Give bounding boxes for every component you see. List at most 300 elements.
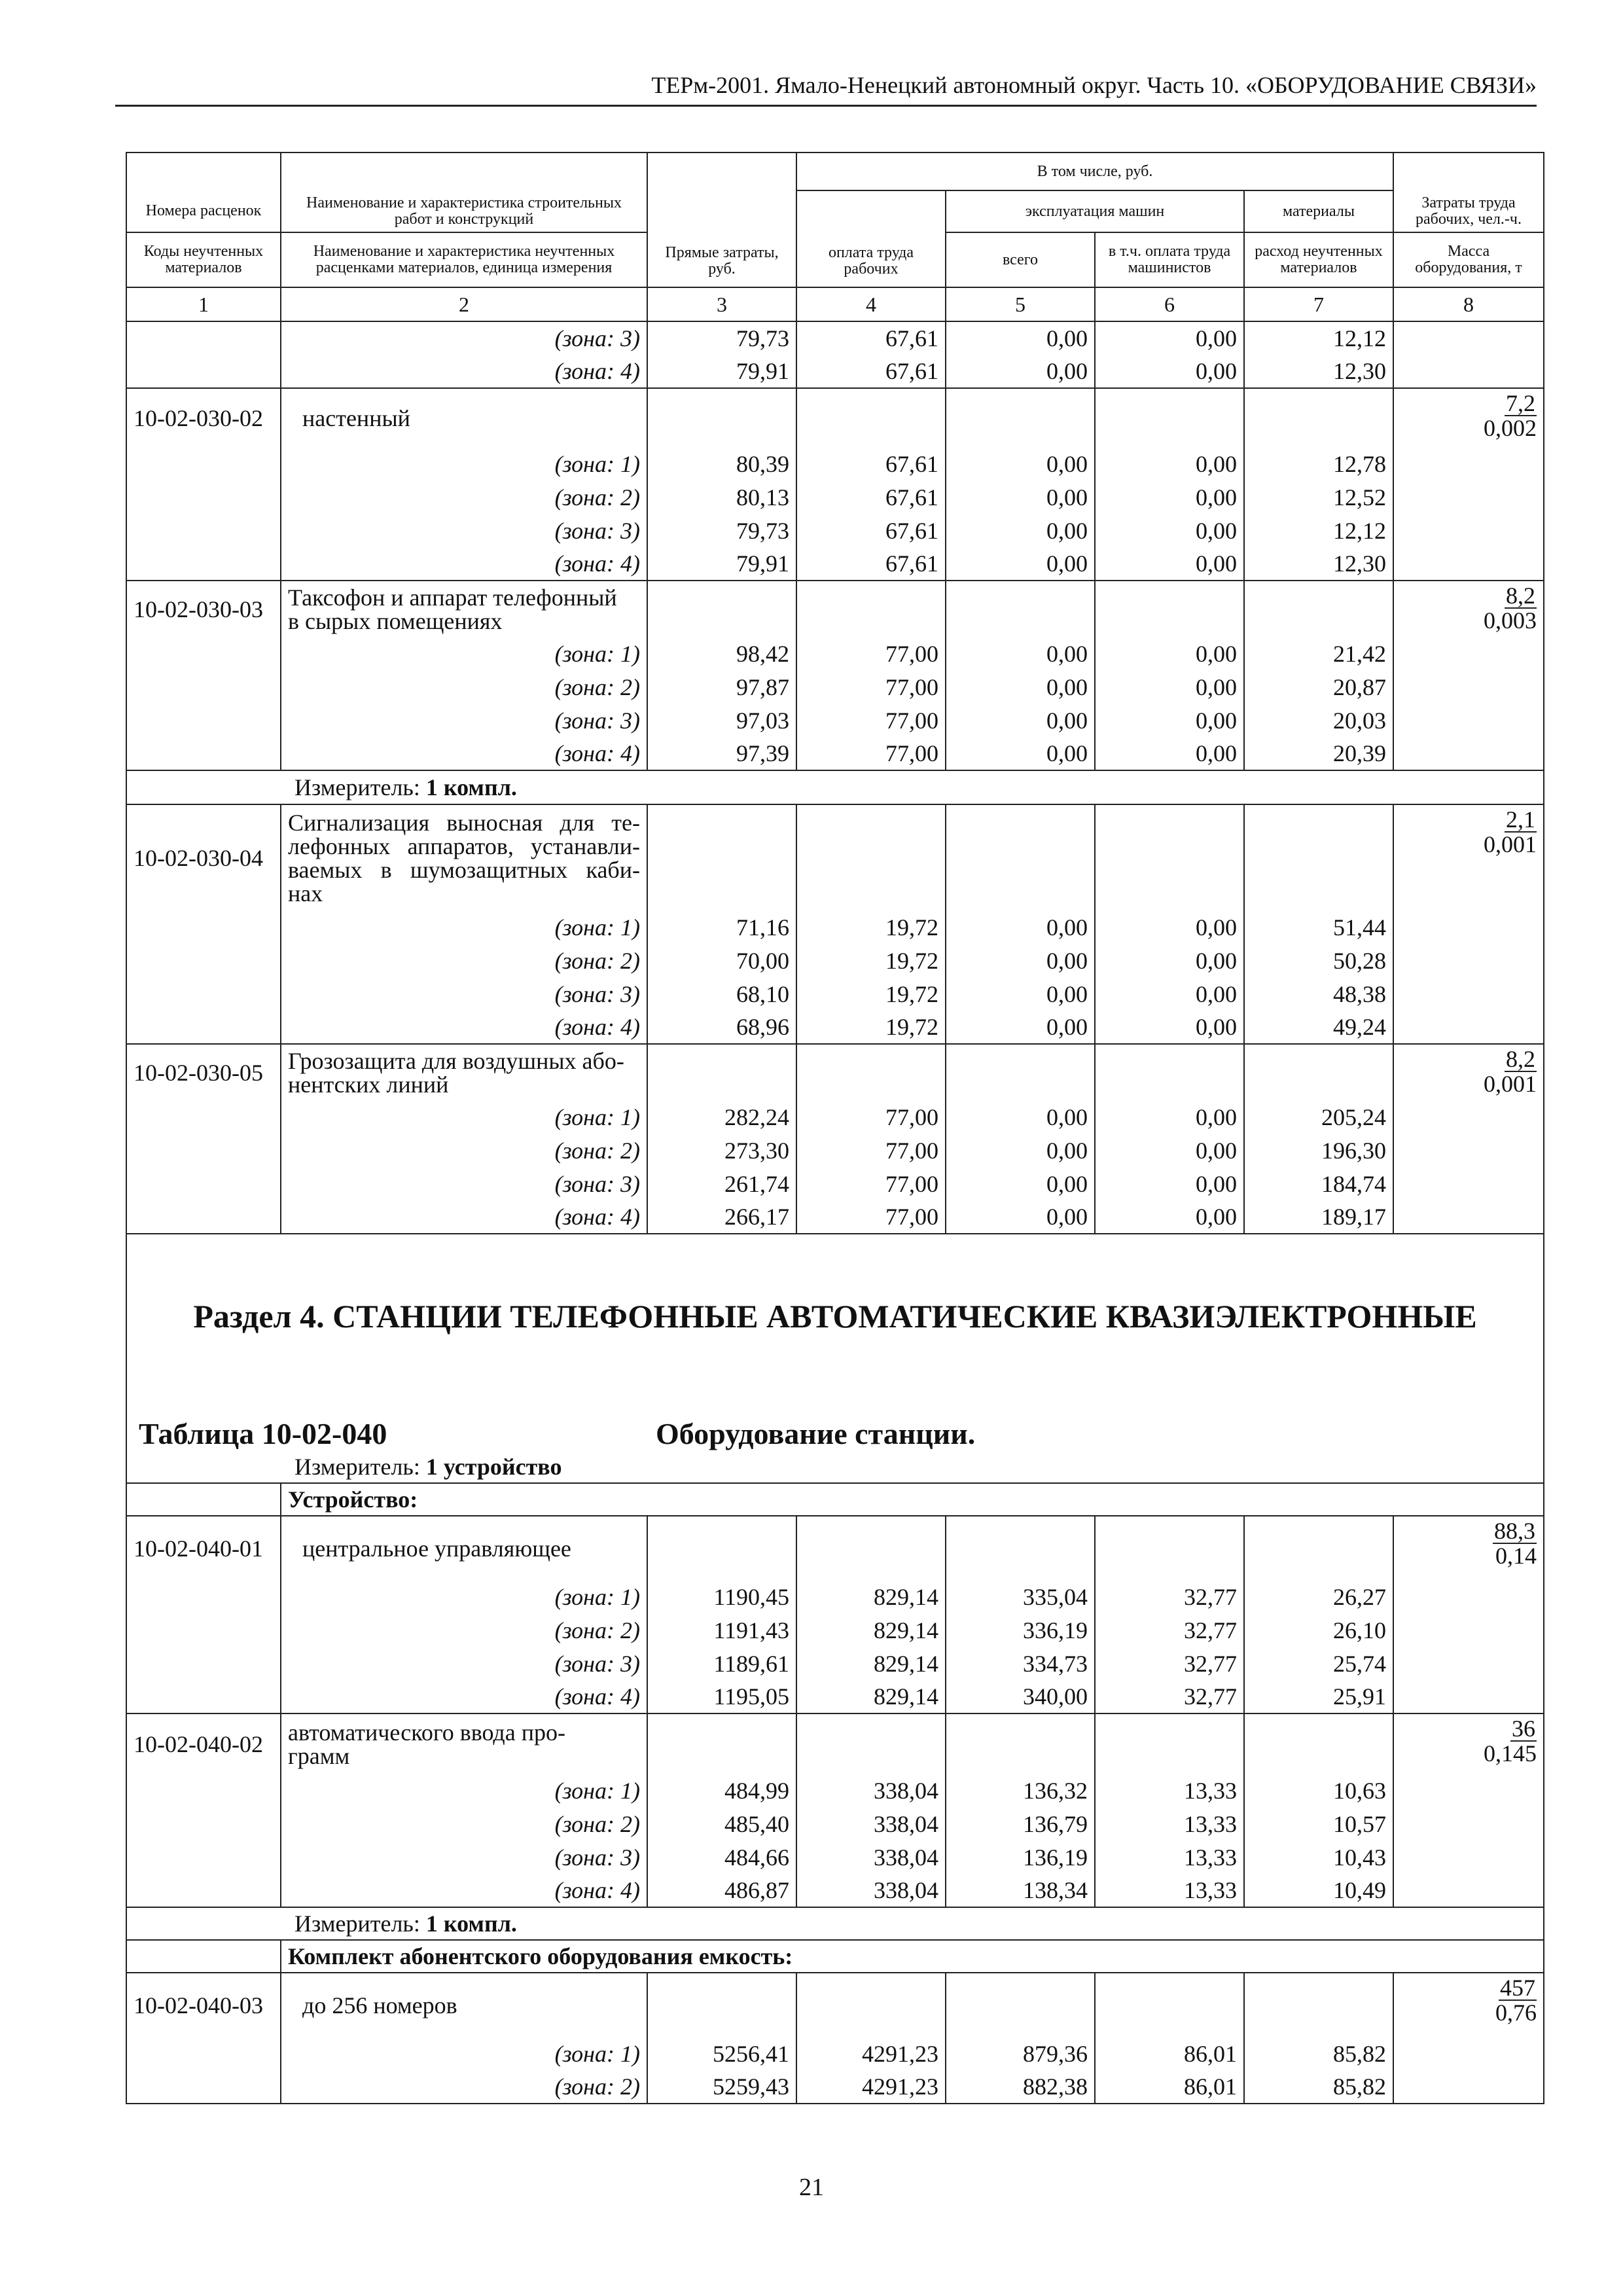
value-cell: 20,39 [1244,737,1393,770]
value-cell: 10,43 [1244,1840,1393,1874]
empty-cell [126,514,281,547]
meter-value: 1 компл. [425,1910,517,1937]
value-cell: 12,12 [1244,514,1393,547]
value-cell: 70,00 [647,944,796,977]
empty-cell [126,480,281,514]
value-cell: 86,01 [1095,2037,1244,2070]
zone-label: (зона: 4) [281,1874,647,1907]
value-cell: 0,00 [946,547,1095,581]
value-cell: 12,30 [1244,355,1393,388]
value-cell: 50,28 [1244,944,1393,977]
empty-cell [1095,804,1244,910]
value-cell: 0,00 [1095,547,1244,581]
zone-label: (зона: 1) [281,447,647,480]
empty-cell [1244,1516,1393,1580]
section-block [126,1234,1544,1483]
rate-row [126,1973,1544,2037]
empty-cell [1393,2037,1544,2070]
subhead-row [126,1483,1544,1516]
value-cell: 136,79 [946,1807,1095,1840]
value-cell: 196,30 [1244,1134,1393,1167]
zone-label: (зона: 3) [281,704,647,737]
zone-label: (зона: 3) [281,514,647,547]
empty-cell [1244,388,1393,447]
value-cell: 77,00 [796,737,946,770]
value-cell: 0,00 [1095,514,1244,547]
value-cell: 0,00 [1095,737,1244,770]
zone-row [126,1680,1544,1713]
rate-name-text: до 256 номеров [302,1992,457,2018]
rate-row [126,1713,1544,1774]
value-cell: 879,36 [946,2037,1095,2070]
labor-mass-fraction [1393,1044,1544,1100]
zone-row [126,1167,1544,1200]
empty-cell [1095,1973,1244,2037]
equipment-mass: 0,76 [1495,2000,1537,2026]
value-cell: 19,72 [796,910,946,944]
value-cell: 0,00 [1095,670,1244,704]
empty-cell [126,1134,281,1167]
rate-name [281,1044,647,1100]
empty-cell [1095,1713,1244,1774]
empty-cell [126,1483,281,1516]
header-row-1 [126,152,1544,190]
empty-cell [796,388,946,447]
empty-cell [1244,1713,1393,1774]
th-col8: Затраты труда рабочих, чел.-ч. [1393,190,1544,232]
value-cell: 19,72 [796,977,946,1011]
header-row-2 [126,190,1544,232]
value-cell: 261,74 [647,1167,796,1200]
value-cell: 71,16 [647,910,796,944]
value-cell: 0,00 [946,1100,1095,1134]
labor-mass-fraction [1393,1973,1544,2037]
value-cell: 68,10 [647,977,796,1011]
empty-cell [1393,704,1544,737]
labor-cost: 2,1 [1506,806,1535,833]
labor-cost: 8,2 [1506,583,1535,609]
value-cell: 67,61 [796,547,946,581]
value-cell: 13,33 [1095,1807,1244,1840]
empty-cell [1393,2070,1544,2104]
equipment-mass: 0,145 [1484,1740,1537,1767]
equipment-mass: 0,002 [1484,415,1537,441]
empty-cell [1393,1613,1544,1647]
empty-cell [946,804,1095,910]
value-cell: 136,32 [946,1774,1095,1807]
value-cell: 85,82 [1244,2070,1393,2104]
empty-cell [126,1011,281,1044]
equipment-mass: 0,14 [1495,1543,1537,1569]
zone-row [126,1100,1544,1134]
rate-row [126,1044,1544,1100]
value-cell: 67,61 [796,355,946,388]
zone-row [126,977,1544,1011]
th-col1: Номера расценок [126,190,281,232]
zone-label: (зона: 2) [281,1807,647,1840]
zone-label: (зона: 1) [281,1580,647,1613]
zone-row [126,910,1544,944]
zone-label: (зона: 1) [281,637,647,670]
value-cell: 51,44 [1244,910,1393,944]
empty-cell [126,977,281,1011]
value-cell: 0,00 [1095,447,1244,480]
rate-name-line: в сырых помещениях [288,607,503,634]
value-cell: 97,03 [647,704,796,737]
zone-row [126,547,1544,581]
rate-name [281,804,647,910]
value-cell: 0,00 [1095,704,1244,737]
zone-label: (зона: 4) [281,737,647,770]
running-header: ТЕРм-2001. Ямало-Ненецкий автономный округ. Часть 10. «ОБОРУДОВАНИЕ СВЯЗИ» [651,72,1537,98]
empty-cell [1393,1100,1544,1134]
empty-cell [1393,1011,1544,1044]
zone-label: (зона: 1) [281,1100,647,1134]
value-cell: 1189,61 [647,1647,796,1680]
col-number: 2 [281,287,647,321]
empty-cell [1393,1874,1544,1907]
value-cell: 98,42 [647,637,796,670]
value-cell: 32,77 [1095,1647,1244,1680]
equipment-mass: 0,001 [1484,1071,1537,1097]
empty-cell [1095,1044,1244,1100]
value-cell: 79,73 [647,321,796,355]
rate-name [281,581,647,637]
empty-cell [647,1713,796,1774]
value-cell: 829,14 [796,1647,946,1680]
value-cell: 85,82 [1244,2037,1393,2070]
empty-cell [126,447,281,480]
th-col4: оплата труда рабочих [796,190,946,287]
labor-mass-fraction [1393,1516,1544,1580]
value-cell: 77,00 [796,1100,946,1134]
value-cell: 32,77 [1095,1613,1244,1647]
value-cell: 79,91 [647,355,796,388]
value-cell: 13,33 [1095,1840,1244,1874]
th-machines: эксплуатация машин [946,190,1244,232]
meter-row [126,1907,1544,1940]
value-cell: 25,91 [1244,1680,1393,1713]
value-cell: 138,34 [946,1874,1095,1907]
empty-cell [126,321,281,355]
empty-cell [1393,1200,1544,1234]
value-cell: 4291,23 [796,2070,946,2104]
rate-name-line: ваемых в шумозащитных каби- [288,856,640,883]
empty-cell [1095,1516,1244,1580]
empty-cell [1393,1807,1544,1840]
zone-label: (зона: 2) [281,670,647,704]
zone-row [126,1840,1544,1874]
value-cell: 80,13 [647,480,796,514]
empty-cell [946,1044,1095,1100]
rate-code: 10-02-040-02 [126,1713,281,1774]
empty-cell [1393,670,1544,704]
meter-cell [126,770,1544,804]
zone-label: (зона: 1) [281,910,647,944]
th-col2: Наименование и характеристика строительных работ и конструкций [281,190,647,232]
empty-cell [126,1613,281,1647]
empty-cell [1393,1840,1544,1874]
value-cell: 67,61 [796,514,946,547]
col-number: 1 [126,287,281,321]
empty-cell [126,637,281,670]
empty-cell [796,1973,946,2037]
value-cell: 829,14 [796,1580,946,1613]
value-cell: 20,03 [1244,704,1393,737]
empty-cell [126,1874,281,1907]
value-cell: 26,27 [1244,1580,1393,1613]
value-cell: 5259,43 [647,2070,796,2104]
zone-label: (зона: 2) [281,1134,647,1167]
table-name: Оборудование станции. [656,1417,976,1450]
value-cell: 20,87 [1244,670,1393,704]
col-number: 5 [946,287,1095,321]
value-cell: 67,61 [796,480,946,514]
value-cell: 13,33 [1095,1874,1244,1907]
empty-cell [1393,1680,1544,1713]
subhead-text: Комплект абонентского оборудования емкость: [288,1943,793,1969]
value-cell: 340,00 [946,1680,1095,1713]
value-cell: 0,00 [946,321,1095,355]
empty-cell [126,1167,281,1200]
value-cell: 21,42 [1244,637,1393,670]
rate-name [281,1516,647,1580]
subhead-row [126,1940,1544,1973]
value-cell: 484,99 [647,1774,796,1807]
value-cell: 338,04 [796,1874,946,1907]
empty-cell [1393,514,1544,547]
th-group: В том числе, руб. [796,152,1393,190]
empty-cell [126,910,281,944]
value-cell: 0,00 [946,514,1095,547]
empty-cell [1393,1134,1544,1167]
empty-cell [946,388,1095,447]
zone-row [126,2037,1544,2070]
labor-mass-fraction [1393,388,1544,447]
subhead [281,1940,1544,1973]
th-col1-top [126,152,281,190]
rate-code: 10-02-030-05 [126,1044,281,1100]
meter-label: Измеритель: [294,774,426,800]
empty-cell [1393,355,1544,388]
empty-cell [126,944,281,977]
rate-code: 10-02-030-04 [126,804,281,910]
meter-value: 1 компл. [425,774,517,800]
empty-cell [126,1840,281,1874]
rate-name-line: грамм [288,1742,350,1769]
value-cell: 184,74 [1244,1167,1393,1200]
empty-cell [1393,480,1544,514]
value-cell: 1195,05 [647,1680,796,1713]
zone-row [126,1200,1544,1234]
value-cell: 79,73 [647,514,796,547]
value-cell: 338,04 [796,1840,946,1874]
value-cell: 282,24 [647,1100,796,1134]
empty-cell [1244,804,1393,910]
zone-label: (зона: 4) [281,547,647,581]
empty-cell [1393,910,1544,944]
value-cell: 0,00 [1095,1100,1244,1134]
empty-cell [126,737,281,770]
th-col5: всего [946,232,1095,287]
zone-row [126,944,1544,977]
th-col8-bottom: Масса оборудования, т [1393,232,1544,287]
value-cell: 0,00 [1095,1011,1244,1044]
section-title: Раздел 4. СТАНЦИИ ТЕЛЕФОННЫЕ АВТОМАТИЧЕСКИЕ КВАЗИЭЛЕКТРОННЫЕ [193,1298,1477,1335]
zone-label: (зона: 2) [281,2070,647,2104]
value-cell: 77,00 [796,637,946,670]
value-cell: 49,24 [1244,1011,1393,1044]
value-cell: 335,04 [946,1580,1095,1613]
empty-cell [1393,1774,1544,1807]
empty-cell [126,704,281,737]
zone-row [126,321,1544,355]
rate-name [281,1973,647,2037]
empty-cell [126,670,281,704]
value-cell: 485,40 [647,1807,796,1840]
zone-row [126,514,1544,547]
zone-row [126,670,1544,704]
empty-cell [1393,637,1544,670]
value-cell: 189,17 [1244,1200,1393,1234]
rate-name-line: нентских линий [288,1071,449,1098]
empty-cell [126,2070,281,2104]
value-cell: 12,52 [1244,480,1393,514]
col-number: 7 [1244,287,1393,321]
value-cell: 67,61 [796,447,946,480]
zone-label: (зона: 3) [281,977,647,1011]
th-col6: в т.ч. оплата труда машинистов [1095,232,1244,287]
value-cell: 0,00 [1095,321,1244,355]
labor-mass-fraction [1393,804,1544,910]
empty-cell [1393,1580,1544,1613]
zone-row [126,355,1544,388]
empty-cell [647,581,796,637]
value-cell: 484,66 [647,1840,796,1874]
value-cell: 79,91 [647,547,796,581]
value-cell: 266,17 [647,1200,796,1234]
zone-row [126,1580,1544,1613]
value-cell: 1190,45 [647,1580,796,1613]
rate-code: 10-02-040-03 [126,1973,281,2037]
zone-label: (зона: 3) [281,321,647,355]
value-cell: 273,30 [647,1134,796,1167]
th-col2-top-spacer [281,152,647,190]
zone-row [126,637,1544,670]
zone-row [126,1647,1544,1680]
value-cell: 97,39 [647,737,796,770]
empty-cell [796,1713,946,1774]
th-col2-bottom: Наименование и характеристика неучтенных расценками материалов, единица измерения [281,232,647,287]
meter-row [126,770,1544,804]
empty-cell [126,1100,281,1134]
value-cell: 0,00 [946,737,1095,770]
meter-value: 1 устройство [425,1454,562,1480]
empty-cell [126,1580,281,1613]
value-cell: 67,61 [796,321,946,355]
rate-name-line: лефонных аппаратов, устанавли- [288,833,640,859]
labor-mass-fraction [1393,1713,1544,1774]
value-cell: 829,14 [796,1680,946,1713]
value-cell: 97,87 [647,670,796,704]
value-cell: 486,87 [647,1874,796,1907]
value-cell: 19,72 [796,944,946,977]
value-cell: 77,00 [796,1200,946,1234]
empty-cell [647,804,796,910]
rate-row [126,1516,1544,1580]
value-cell: 13,33 [1095,1774,1244,1807]
zone-label: (зона: 2) [281,1613,647,1647]
value-cell: 0,00 [946,1200,1095,1234]
meter-label: Измеритель: [294,1454,426,1480]
empty-cell [126,2037,281,2070]
zone-row [126,1613,1544,1647]
col-number: 8 [1393,287,1544,321]
value-cell: 12,78 [1244,447,1393,480]
zone-row [126,2070,1544,2104]
value-cell: 5256,41 [647,2037,796,2070]
value-cell: 882,38 [946,2070,1095,2104]
empty-cell [1393,977,1544,1011]
value-cell: 4291,23 [796,2037,946,2070]
value-cell: 1191,43 [647,1613,796,1647]
value-cell: 336,19 [946,1613,1095,1647]
col-number: 3 [647,287,796,321]
zone-row [126,704,1544,737]
value-cell: 10,57 [1244,1807,1393,1840]
rate-row [126,388,1544,447]
empty-cell [126,1200,281,1234]
labor-cost: 8,2 [1506,1046,1535,1072]
zone-label: (зона: 4) [281,1680,647,1713]
empty-cell [946,581,1095,637]
value-cell: 0,00 [1095,1200,1244,1234]
value-cell: 0,00 [1095,1167,1244,1200]
empty-cell [647,1044,796,1100]
value-cell: 77,00 [796,1134,946,1167]
value-cell: 32,77 [1095,1680,1244,1713]
value-cell: 0,00 [946,1011,1095,1044]
value-cell: 136,19 [946,1840,1095,1874]
empty-cell [126,1940,281,1973]
empty-cell [796,1516,946,1580]
meter-label: Измеритель: [294,1910,426,1937]
rate-name-text: настенный [302,404,410,431]
zone-label: (зона: 3) [281,1167,647,1200]
value-cell: 48,38 [1244,977,1393,1011]
value-cell: 205,24 [1244,1100,1393,1134]
header-rule [115,105,1537,107]
empty-cell [1393,737,1544,770]
col-number: 4 [796,287,946,321]
value-cell: 338,04 [796,1807,946,1840]
value-cell: 829,14 [796,1613,946,1647]
zone-label: (зона: 4) [281,355,647,388]
empty-cell [1393,1167,1544,1200]
empty-cell [796,581,946,637]
empty-cell [1393,321,1544,355]
zone-label: (зона: 4) [281,1200,647,1234]
empty-cell [1393,547,1544,581]
rate-row [126,581,1544,637]
labor-cost: 88,3 [1494,1518,1535,1544]
empty-cell [126,547,281,581]
equipment-mass: 0,003 [1484,607,1537,634]
value-cell: 0,00 [1095,1134,1244,1167]
value-cell: 0,00 [1095,977,1244,1011]
rate-code: 10-02-030-02 [126,388,281,447]
th-materials: материалы [1244,190,1393,232]
